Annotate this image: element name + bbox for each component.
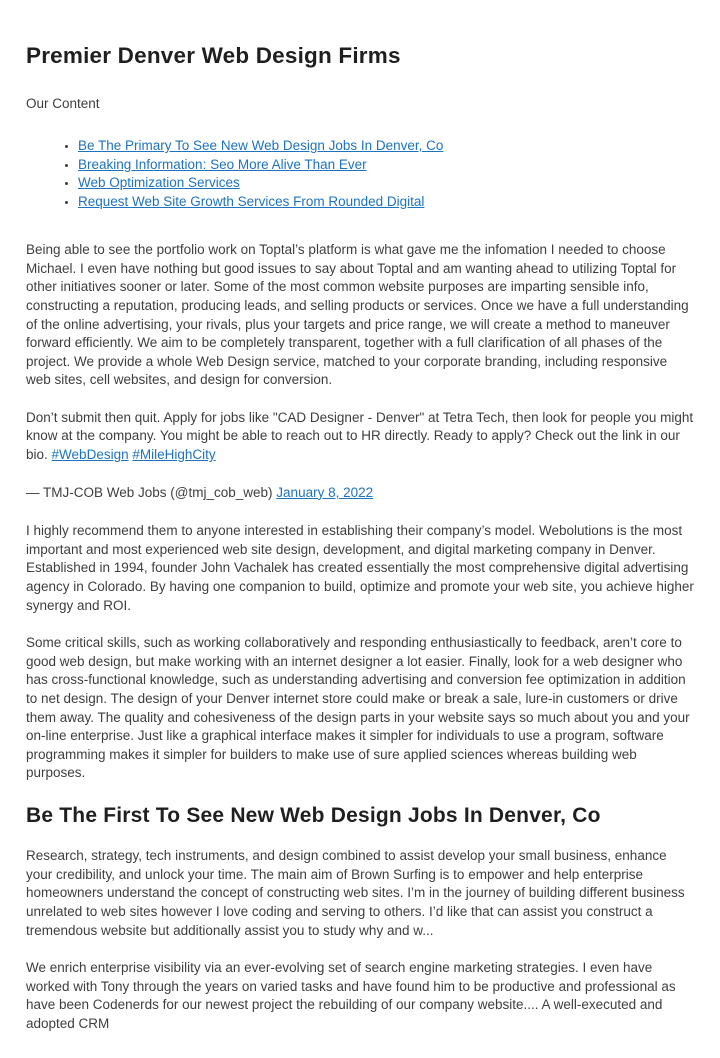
paragraph-webolutions: I highly recommend them to anyone interested in establishing their company’s model. Webolutions is the most important and most experienced web site design, development, and digital marketing company in Denver. Established in 1994, founder John Vachalek has created essentially the most comprehensive digital advertising agency in Colorado. By having one companion to build, optimize and promote your web site, you achieve higher synergy and ROI. (26, 523, 694, 613)
toc-link-web-optimization[interactable]: Web Optimization Services (78, 175, 240, 191)
tweet-attribution (26, 484, 694, 503)
toc-link-new-jobs[interactable]: Be The Primary To See New Web Design Jobs In Denver, Co (78, 138, 444, 154)
toc-item (78, 156, 694, 175)
toc-list (26, 137, 694, 211)
tweet-date-link[interactable]: January 8, 2022 (276, 484, 374, 500)
paragraph-toptal-review: Being able to see the portfolio work on Toptal’s platform is what gave me the infomation I needed to choose Michael. I even have nothing but good issues to say about Toptal and am wanting ahead to utilizing Toptal for other initiatives sooner or later. Some of the most common website purposes are imparting sensible info, constructing a reputation, producing leads, and selling products or services. Once we have a full understanding of the online advertising, your rivals, plus your targets and price range, we will create a method to maneuver forward efficiently. We aim to be completely transparent, together with a full clarification of all phases of the project. We provide a whole Web Design service, matched to your corporate branding, including responsive web sites, cell websites, and design for conversion. (26, 242, 689, 388)
tweet-body-text: Don’t submit then quit. Apply for jobs like "CAD Designer - Denver" at Tetra Tech, then look for people you might know at the company. You might be able to reach out to HR directly. Ready to apply? Check out the link in our bio. (26, 409, 694, 463)
hashtag-milehighcity-link[interactable]: #MileHighCity (132, 447, 216, 463)
paragraph-enrich-visibility: We enrich enterprise visibility via an ever-evolving set of search engine marketing strategies. I even have worked with Tony through the years on varied tasks and have found him to be productive and professional as have been Codenerds for our newest project the rebuilding of our company website.... A well-executed and adopted CRM (26, 960, 676, 1032)
paragraph-critical-skills: Some critical skills, such as working collaboratively and responding enthusiastically to feedback, aren’t core to good web design, but make working with an internet designer a lot easier. Finally, look for a web designer who has cross-functional knowledge, such as understanding advertising and conversion fee optimization in addition to net design. The design of your Denver internet store could make or break a sale, lure-in customers or drive them away. The quality and cohesiveness of the design parts in your website says so much about you and your on-line enterprise. Just like a graphical interface makes it simpler for individuals to use a program, software programming makes it simpler for builders to make use of sure applied sciences whereas building web purposes. (26, 635, 690, 781)
toc-item (78, 137, 694, 156)
tweet-text-paragraph (26, 409, 694, 465)
page-title: Premier Denver Web Design Firms (26, 43, 401, 68)
toc-link-growth-services[interactable]: Request Web Site Growth Services From Rounded Digital (78, 193, 425, 209)
toc-item (78, 174, 694, 193)
toc-link-breaking-information[interactable]: Breaking Information: Seo More Alive Than Ever (78, 156, 367, 172)
hashtag-webdesign-link[interactable]: #WebDesign (51, 447, 129, 463)
paragraph-research-strategy: Research, strategy, tech instruments, and design combined to assist develop your small business, enhance your credibility, and unlock your time. The main aim of Brown Surfing is to empower and help enterprise homeowners understand the concept of constructing web sites. I’m in the journey of building different business unrelated to web sites however I love coding and serving to others. I’d like that can assist you construct a tremendous website but additionally assist you to study why and w... (26, 848, 685, 938)
section-title-new-jobs: Be The First To See New Web Design Jobs In Denver, Co (26, 803, 601, 827)
tweet-author-text: — TMJ-COB Web Jobs (@tmj_cob_web) (26, 484, 273, 500)
toc-label: Our Content (26, 96, 100, 112)
toc-item (78, 193, 694, 212)
